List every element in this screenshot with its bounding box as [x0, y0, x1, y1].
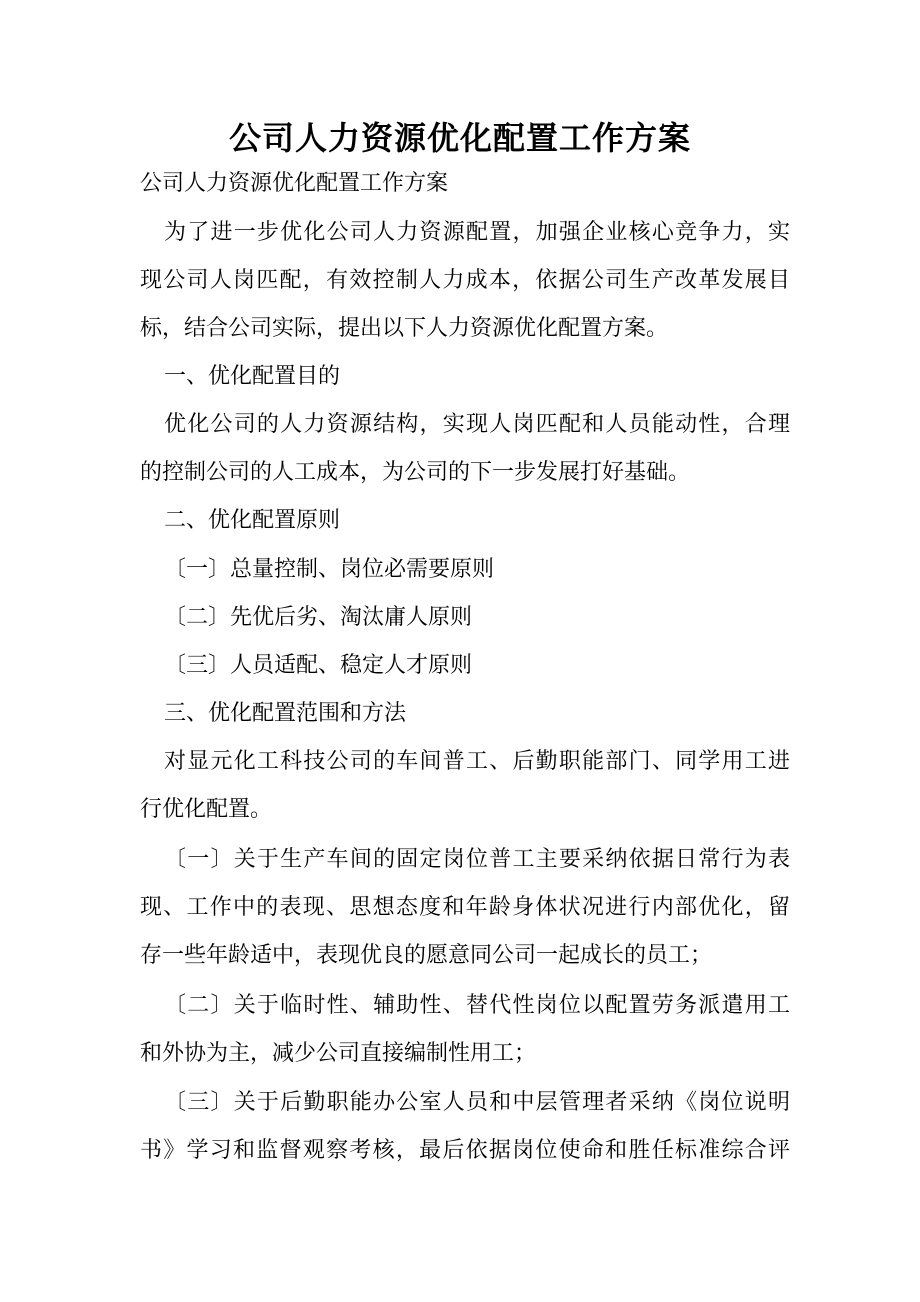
list-item: 〔三〕人员适配、稳定人才原则: [164, 653, 473, 678]
paragraph-line: 对显元化工科技公司的车间普工、后勤职能部门、同学用工进: [164, 749, 790, 774]
paragraph-line: 标，结合公司实际，提出以下人力资源优化配置方案。: [140, 316, 669, 341]
list-item: 〔二〕先优后劣、淘汰庸人原则: [164, 605, 473, 630]
section-heading: 三、优化配置范围和方法: [164, 701, 407, 726]
section-heading: 二、优化配置原则: [164, 508, 341, 533]
paragraph-line: 优化公司的人力资源结构，实现人岗匹配和人员能动性，合理: [164, 412, 790, 437]
paragraph-line: 的控制公司的人工成本，为公司的下一步发展打好基础。: [140, 460, 691, 485]
paragraph-line: 〔二〕关于临时性、辅助性、替代性岗位以配置劳务派遣用工: [164, 993, 790, 1018]
document-subtitle: 公司人力资源优化配置工作方案: [140, 171, 449, 196]
document-title: 公司人力资源优化配置工作方案: [228, 119, 691, 157]
paragraph-line: 为了进一步优化公司人力资源配置，加强企业核心竞争力，实: [164, 220, 790, 245]
paragraph-line: 行优化配置。: [140, 797, 273, 822]
paragraph-line: 存一些年龄适中，表现优良的愿意同公司一起成长的员工；: [140, 943, 713, 968]
paragraph-line: 书》学习和监督观察考核，最后依据岗位使命和胜任标准综合评: [140, 1138, 790, 1163]
paragraph-line: 和外协为主，减少公司直接编制性用工；: [140, 1041, 537, 1066]
paragraph-line: 〔一〕关于生产车间的固定岗位普工主要采纳依据日常行为表: [164, 847, 790, 872]
paragraph-line: 〔三〕关于后勤职能办公室人员和中层管理者采纳《岗位说明: [164, 1090, 790, 1115]
paragraph-line: 现公司人岗匹配，有效控制人力成本，依据公司生产改革发展目: [140, 268, 790, 293]
section-heading: 一、优化配置目的: [164, 364, 341, 389]
paragraph-line: 现、工作中的表现、思想态度和年龄身体状况进行内部优化，留: [140, 895, 790, 920]
list-item: 〔一〕总量控制、岗位必需要原则: [164, 557, 495, 582]
